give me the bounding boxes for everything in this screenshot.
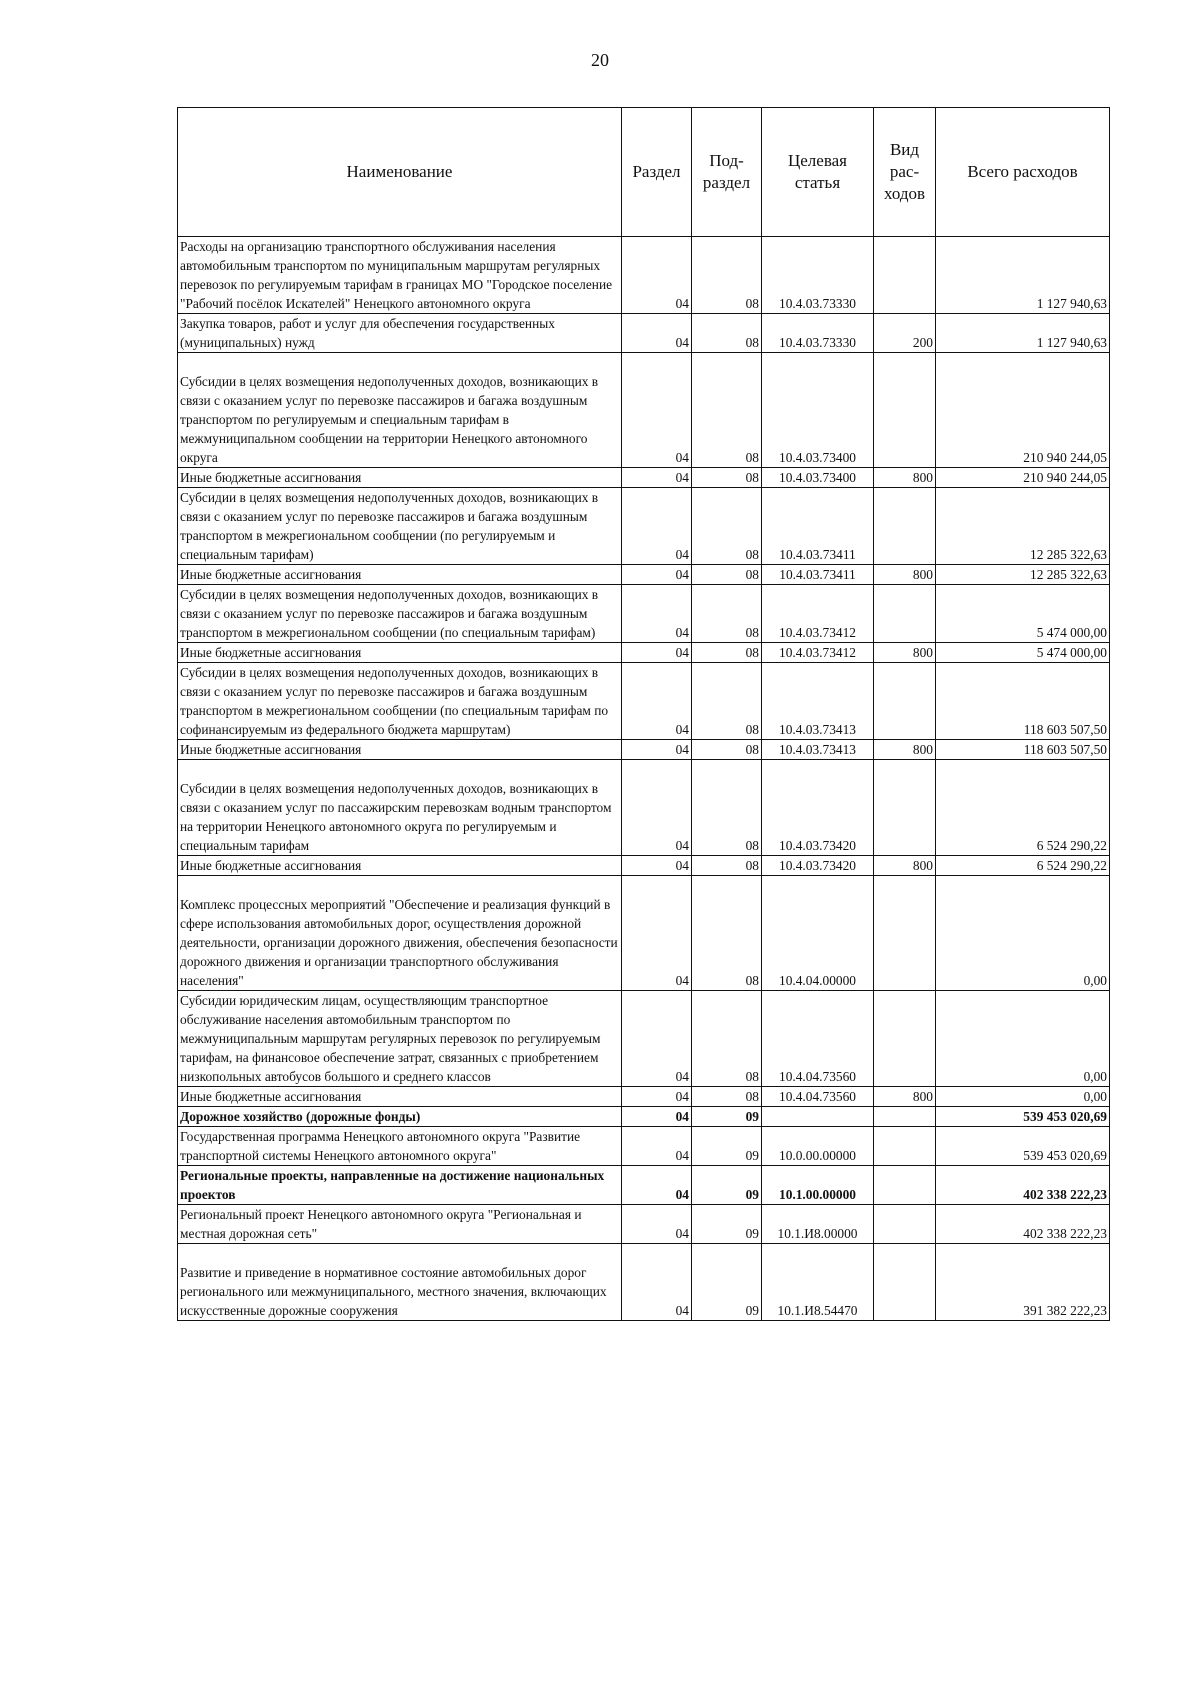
- row-section: 04: [622, 237, 692, 314]
- row-section: 04: [622, 760, 692, 856]
- row-subsection: 09: [692, 1107, 762, 1127]
- row-subsection: 08: [692, 876, 762, 991]
- table-row: [178, 856, 1110, 876]
- row-total: 210 940 244,05: [936, 353, 1110, 468]
- row-total: 6 524 290,22: [936, 856, 1110, 876]
- row-section: 04: [622, 876, 692, 991]
- row-subsection: 09: [692, 1127, 762, 1166]
- row-section: 04: [622, 1087, 692, 1107]
- row-section: 04: [622, 314, 692, 353]
- row-kind: 800: [874, 740, 936, 760]
- row-kind: [874, 663, 936, 740]
- row-subsection: 09: [692, 1205, 762, 1244]
- table-row: [178, 1127, 1110, 1166]
- row-section: 04: [622, 1127, 692, 1166]
- row-section: 04: [622, 1166, 692, 1205]
- row-subsection: 08: [692, 991, 762, 1087]
- row-subsection: 08: [692, 856, 762, 876]
- row-total: 539 453 020,69: [936, 1107, 1110, 1127]
- row-target: 10.4.03.73413: [762, 663, 874, 740]
- row-total: 402 338 222,23: [936, 1166, 1110, 1205]
- table-row: [178, 991, 1110, 1087]
- row-name: Субсидии в целях возмещения недополученных доходов, возникающих в связи с оказанием услуг по перевозке пассажиров и багажа воздушным транспортом в межрегиональном сообщении (по специальным тарифам): [178, 585, 622, 643]
- row-section: 04: [622, 488, 692, 565]
- row-total: 0,00: [936, 991, 1110, 1087]
- table-row: [178, 468, 1110, 488]
- header-kind: Вид рас- ходов: [874, 108, 936, 237]
- row-target: 10.4.03.73420: [762, 760, 874, 856]
- page-number: 20: [591, 50, 609, 70]
- row-kind: [874, 1205, 936, 1244]
- row-subsection: 08: [692, 488, 762, 565]
- row-section: 04: [622, 1244, 692, 1321]
- row-section: 04: [622, 740, 692, 760]
- row-name: Иные бюджетные ассигнования: [178, 1087, 622, 1107]
- row-subsection: 08: [692, 760, 762, 856]
- table-row: [178, 237, 1110, 314]
- row-subsection: 08: [692, 565, 762, 585]
- row-kind: [874, 760, 936, 856]
- row-kind: [874, 1107, 936, 1127]
- row-kind: [874, 1244, 936, 1321]
- row-subsection: 08: [692, 1087, 762, 1107]
- row-name: Иные бюджетные ассигнования: [178, 740, 622, 760]
- row-kind: [874, 1166, 936, 1205]
- header-section: Раздел: [622, 108, 692, 237]
- row-name: Развитие и приведение в нормативное состояние автомобильных дорог регионального или межмуниципального, местного значения, включающих искусственные дорожные сооружения: [178, 1244, 622, 1321]
- row-name: Иные бюджетные ассигнования: [178, 565, 622, 585]
- row-subsection: 08: [692, 353, 762, 468]
- row-target: 10.4.03.73412: [762, 585, 874, 643]
- table-row: [178, 643, 1110, 663]
- table-body: [178, 237, 1110, 1321]
- row-total: 118 603 507,50: [936, 740, 1110, 760]
- row-section: 04: [622, 468, 692, 488]
- row-name: Закупка товаров, работ и услуг для обеспечения государственных (муниципальных) нужд: [178, 314, 622, 353]
- table-row: [178, 760, 1110, 856]
- row-target: 10.4.03.73330: [762, 314, 874, 353]
- table-row: [178, 663, 1110, 740]
- row-section: 04: [622, 856, 692, 876]
- row-section: 04: [622, 353, 692, 468]
- row-name: Субсидии в целях возмещения недополученных доходов, возникающих в связи с оказанием услуг по перевозке пассажиров и багажа воздушным транспортом в межрегиональном сообщении (по специальным тарифам по софинансируемым из федерального бюджета маршрутам): [178, 663, 622, 740]
- row-target: 10.4.03.73411: [762, 488, 874, 565]
- row-total: 539 453 020,69: [936, 1127, 1110, 1166]
- row-subsection: 08: [692, 237, 762, 314]
- row-total: 391 382 222,23: [936, 1244, 1110, 1321]
- row-name: Региональный проект Ненецкого автономного округа "Региональная и местная дорожная сеть": [178, 1205, 622, 1244]
- row-name: Дорожное хозяйство (дорожные фонды): [178, 1107, 622, 1127]
- row-target: 10.1.И8.00000: [762, 1205, 874, 1244]
- row-section: 04: [622, 565, 692, 585]
- table-row: [178, 876, 1110, 991]
- row-name: Государственная программа Ненецкого автономного округа "Развитие транспортной системы Ненецкого автономного округа": [178, 1127, 622, 1166]
- row-target: 10.4.03.73330: [762, 237, 874, 314]
- header-subsection: Под- раздел: [692, 108, 762, 237]
- row-target: 10.4.03.73420: [762, 856, 874, 876]
- row-subsection: 09: [692, 1244, 762, 1321]
- row-target: 10.4.04.73560: [762, 991, 874, 1087]
- row-section: 04: [622, 1205, 692, 1244]
- row-name: Иные бюджетные ассигнования: [178, 468, 622, 488]
- row-section: 04: [622, 585, 692, 643]
- row-name: Иные бюджетные ассигнования: [178, 643, 622, 663]
- row-total: 1 127 940,63: [936, 314, 1110, 353]
- table-row: [178, 353, 1110, 468]
- row-subsection: 08: [692, 663, 762, 740]
- row-kind: [874, 237, 936, 314]
- row-total: 5 474 000,00: [936, 585, 1110, 643]
- table-row: [178, 488, 1110, 565]
- row-section: 04: [622, 643, 692, 663]
- row-name: Субсидии юридическим лицам, осуществляющим транспортное обслуживание населения автомобильным транспортом по межмуниципальным маршрутам регулярных перевозок по регулируемым тарифам, на финансовое обеспечение затрат, связанных с приобретением низкопольных автобусов большого и среднего классов: [178, 991, 622, 1087]
- row-kind: [874, 991, 936, 1087]
- row-kind: [874, 876, 936, 991]
- row-kind: 800: [874, 1087, 936, 1107]
- row-total: 210 940 244,05: [936, 468, 1110, 488]
- row-name: Региональные проекты, направленные на достижение национальных проектов: [178, 1166, 622, 1205]
- row-name: Иные бюджетные ассигнования: [178, 856, 622, 876]
- row-total: 0,00: [936, 1087, 1110, 1107]
- row-kind: 800: [874, 565, 936, 585]
- row-kind: 800: [874, 468, 936, 488]
- row-section: 04: [622, 663, 692, 740]
- row-kind: [874, 353, 936, 468]
- row-subsection: 08: [692, 468, 762, 488]
- row-subsection: 08: [692, 314, 762, 353]
- header-row: [178, 108, 1110, 237]
- row-name: Субсидии в целях возмещения недополученных доходов, возникающих в связи с оказанием услуг по пассажирским перевозкам водным транспортом на территории Ненецкого автономного округа по регулируемым и специальным тарифам: [178, 760, 622, 856]
- row-section: 04: [622, 991, 692, 1087]
- table-row: [178, 1205, 1110, 1244]
- row-target: 10.4.03.73400: [762, 353, 874, 468]
- row-subsection: 08: [692, 643, 762, 663]
- row-section: 04: [622, 1107, 692, 1127]
- row-target: 10.4.03.73400: [762, 468, 874, 488]
- row-target: 10.4.03.73413: [762, 740, 874, 760]
- row-total: 0,00: [936, 876, 1110, 991]
- header-total: Всего расходов: [936, 108, 1110, 237]
- row-total: 12 285 322,63: [936, 565, 1110, 585]
- table-row: [178, 1244, 1110, 1321]
- row-total: 1 127 940,63: [936, 237, 1110, 314]
- row-target: 10.1.00.00000: [762, 1166, 874, 1205]
- header-name: Наименование: [178, 108, 622, 237]
- row-kind: [874, 488, 936, 565]
- row-subsection: 09: [692, 1166, 762, 1205]
- row-target: [762, 1107, 874, 1127]
- table-row: [178, 585, 1110, 643]
- table-row: [178, 1087, 1110, 1107]
- row-target: 10.4.03.73412: [762, 643, 874, 663]
- row-subsection: 08: [692, 585, 762, 643]
- table-row: [178, 1107, 1110, 1127]
- row-total: 12 285 322,63: [936, 488, 1110, 565]
- row-kind: 800: [874, 856, 936, 876]
- row-target: 10.4.04.00000: [762, 876, 874, 991]
- table-row: [178, 740, 1110, 760]
- row-kind: [874, 1127, 936, 1166]
- row-name: Комплекс процессных мероприятий "Обеспечение и реализация функций в сфере использования автомобильных дорог, осуществления дорожной деятельности, организации дорожного движения, обеспечения безопасности дорожного движения и организации транспортного обслуживания населения": [178, 876, 622, 991]
- row-total: 118 603 507,50: [936, 663, 1110, 740]
- row-kind: 200: [874, 314, 936, 353]
- row-kind: [874, 585, 936, 643]
- row-target: 10.1.И8.54470: [762, 1244, 874, 1321]
- row-name: Расходы на организацию транспортного обслуживания населения автомобильным транспортом по муниципальным маршрутам регулярных перевозок по регулируемым тарифам в границах МО "Городское поселение "Рабочий посёлок Искателей" Ненецкого автономного округа: [178, 237, 622, 314]
- budget-table: [177, 107, 1110, 1321]
- row-subsection: 08: [692, 740, 762, 760]
- row-target: 10.4.04.73560: [762, 1087, 874, 1107]
- header-target: Целевая статья: [762, 108, 874, 237]
- row-kind: 800: [874, 643, 936, 663]
- table-row: [178, 565, 1110, 585]
- row-name: Субсидии в целях возмещения недополученных доходов, возникающих в связи с оказанием услуг по перевозке пассажиров и багажа воздушным транспортом по регулируемым и специальным тарифам в межмуниципальном сообщении на территории Ненецкого автономного округа: [178, 353, 622, 468]
- row-total: 5 474 000,00: [936, 643, 1110, 663]
- table-row: [178, 1166, 1110, 1205]
- row-total: 6 524 290,22: [936, 760, 1110, 856]
- row-target: 10.0.00.00000: [762, 1127, 874, 1166]
- row-target: 10.4.03.73411: [762, 565, 874, 585]
- row-total: 402 338 222,23: [936, 1205, 1110, 1244]
- table-row: [178, 314, 1110, 353]
- row-name: Субсидии в целях возмещения недополученных доходов, возникающих в связи с оказанием услуг по перевозке пассажиров и багажа воздушным транспортом в межрегиональном сообщении (по регулируемым и специальным тарифам): [178, 488, 622, 565]
